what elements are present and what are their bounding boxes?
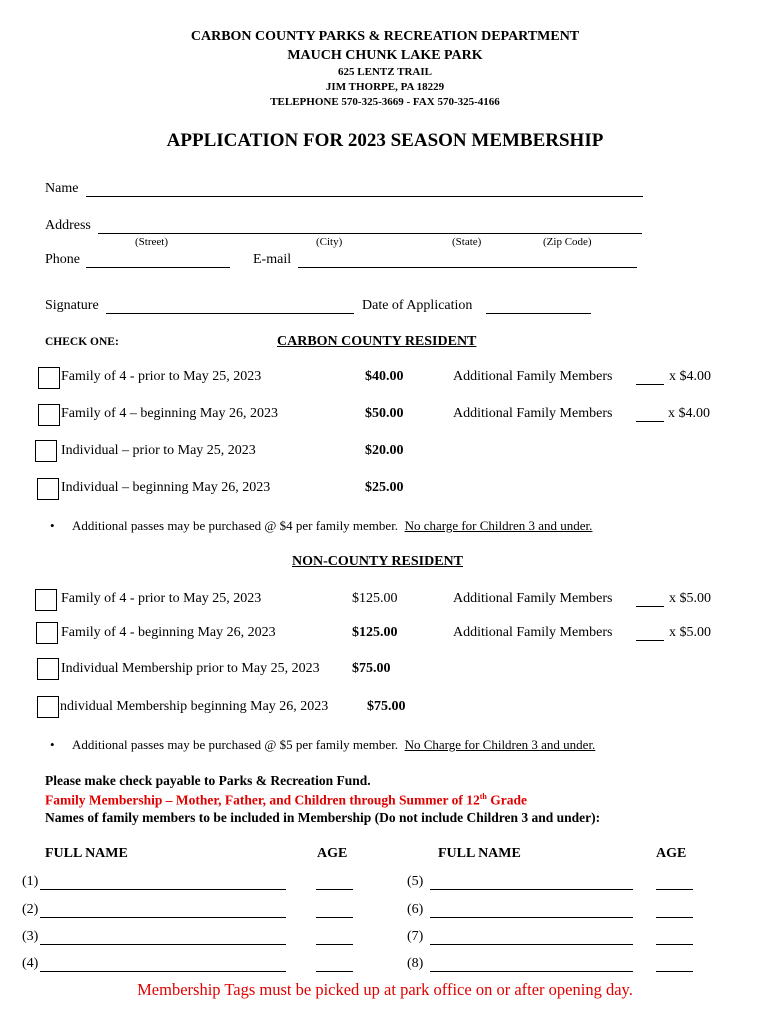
family-def-text: Family Membership – Mother, Father, and Children through Summer of 12 (45, 792, 480, 808)
bullet-icon: • (50, 518, 55, 533)
family-def-end: Grade (486, 792, 528, 808)
park-street: 625 LENTZ TRAIL (338, 66, 432, 78)
note-text: Additional passes may be purchased @ $5 per family member. (72, 737, 399, 752)
member-age-field[interactable] (656, 917, 693, 918)
park-name: MAUCH CHUNK LAKE PARK (287, 48, 483, 63)
zip-caption: (Zip Code) (543, 236, 592, 248)
member-name-field[interactable] (430, 889, 633, 890)
member-age-field[interactable] (656, 971, 693, 972)
member-name-field[interactable] (40, 917, 286, 918)
noncounty-family-early-checkbox[interactable] (35, 589, 57, 611)
bullet-icon: • (50, 737, 55, 752)
county-family-early-checkbox[interactable] (38, 367, 60, 389)
member-name-field[interactable] (430, 944, 633, 945)
state-caption: (State) (452, 236, 482, 248)
option-label: Individual Membership prior to May 25, 2023 (61, 661, 320, 676)
member-name-field[interactable] (40, 889, 286, 890)
additional-rate: x $5.00 (669, 625, 711, 640)
option-price: $50.00 (365, 406, 404, 421)
county-heading: CARBON COUNTY RESIDENT (277, 334, 477, 349)
option-label: Family of 4 - prior to May 25, 2023 (61, 369, 262, 384)
noncounty-family-late-checkbox[interactable] (36, 622, 58, 644)
noncounty-heading: NON-COUNTY RESIDENT (292, 554, 464, 569)
note-underlined: No Charge for Children 3 and under. (404, 737, 596, 752)
row-number: (7) (407, 929, 424, 944)
option-price: $125.00 (352, 625, 398, 640)
full-name-header: FULL NAME (45, 846, 128, 861)
email-label: E-mail (253, 252, 292, 267)
additional-count-field[interactable] (636, 640, 664, 641)
option-label: ndividual Membership beginning May 26, 2023 (60, 699, 329, 714)
row-number: (1) (22, 874, 39, 889)
option-label: Family of 4 - beginning May 26, 2023 (61, 625, 276, 640)
signature-label: Signature (45, 298, 99, 313)
park-phone: TELEPHONE 570-325-3669 - FAX 570-325-4166 (270, 96, 500, 108)
additional-members-label: Additional Family Members (453, 369, 613, 384)
additional-members-label: Additional Family Members (453, 406, 613, 421)
option-label: Individual – prior to May 25, 2023 (61, 443, 256, 458)
family-definition (45, 792, 527, 809)
option-price: $20.00 (365, 443, 404, 458)
option-price: $75.00 (352, 661, 391, 676)
option-price: $25.00 (365, 480, 404, 495)
option-price: $75.00 (367, 699, 406, 714)
date-label: Date of Application (362, 298, 473, 313)
note-text: Additional passes may be purchased @ $4 per family member. (72, 518, 399, 533)
member-name-field[interactable] (430, 971, 633, 972)
additional-rate: x $4.00 (669, 369, 711, 384)
additional-members-label: Additional Family Members (453, 591, 613, 606)
option-label: Family of 4 - prior to May 25, 2023 (61, 591, 262, 606)
additional-rate: x $5.00 (669, 591, 711, 606)
date-field[interactable] (486, 313, 591, 314)
additional-members-label: Additional Family Members (453, 625, 613, 640)
full-name-header: FULL NAME (438, 846, 521, 861)
row-number: (6) (407, 902, 424, 917)
noncounty-note (72, 737, 595, 753)
member-age-field[interactable] (656, 889, 693, 890)
names-note: Names of family members to be included in Membership (Do not include Children 3 and under): (45, 810, 601, 825)
footer-note: Membership Tags must be picked up at park office on or after opening day. (137, 980, 633, 999)
option-price: $125.00 (352, 591, 398, 606)
member-name-field[interactable] (40, 944, 286, 945)
option-label: Family of 4 – beginning May 26, 2023 (61, 406, 278, 421)
member-name-field[interactable] (40, 971, 286, 972)
name-field[interactable] (86, 196, 643, 197)
additional-rate: x $4.00 (668, 406, 710, 421)
signature-field[interactable] (106, 313, 354, 314)
noncounty-individual-late-checkbox[interactable] (37, 696, 59, 718)
option-price: $40.00 (365, 369, 404, 384)
additional-count-field[interactable] (636, 384, 664, 385)
county-individual-early-checkbox[interactable] (35, 440, 57, 462)
member-age-field[interactable] (656, 944, 693, 945)
row-number: (8) (407, 956, 424, 971)
name-label: Name (45, 181, 79, 196)
city-caption: (City) (316, 236, 343, 248)
phone-field[interactable] (86, 267, 230, 268)
street-caption: (Street) (135, 236, 168, 248)
note-underlined: No charge for Children 3 and under. (404, 518, 593, 533)
member-age-field[interactable] (316, 889, 353, 890)
additional-count-field[interactable] (636, 421, 664, 422)
additional-count-field[interactable] (636, 606, 664, 607)
email-field[interactable] (298, 267, 637, 268)
member-age-field[interactable] (316, 971, 353, 972)
member-age-field[interactable] (316, 917, 353, 918)
age-header: AGE (656, 846, 687, 861)
check-one-label: CHECK ONE: (45, 336, 119, 348)
phone-label: Phone (45, 252, 80, 267)
row-number: (4) (22, 956, 39, 971)
noncounty-individual-early-checkbox[interactable] (37, 658, 59, 680)
county-note (72, 518, 592, 534)
family-def-sup: th (479, 792, 487, 801)
payable-note: Please make check payable to Parks & Recreation Fund. (45, 773, 371, 788)
county-individual-late-checkbox[interactable] (37, 478, 59, 500)
option-label: Individual – beginning May 26, 2023 (61, 480, 271, 495)
dept-name: CARBON COUNTY PARKS & RECREATION DEPARTMENT (190, 29, 580, 44)
row-number: (2) (22, 902, 39, 917)
address-label: Address (45, 218, 91, 233)
age-header: AGE (317, 846, 348, 861)
member-name-field[interactable] (430, 917, 633, 918)
county-family-late-checkbox[interactable] (38, 404, 60, 426)
address-field[interactable] (98, 233, 642, 234)
member-age-field[interactable] (316, 944, 353, 945)
page-title: APPLICATION FOR 2023 SEASON MEMBERSHIP (166, 130, 604, 151)
park-city: JIM THORPE, PA 18229 (325, 81, 445, 93)
row-number: (5) (407, 874, 424, 889)
row-number: (3) (22, 929, 39, 944)
